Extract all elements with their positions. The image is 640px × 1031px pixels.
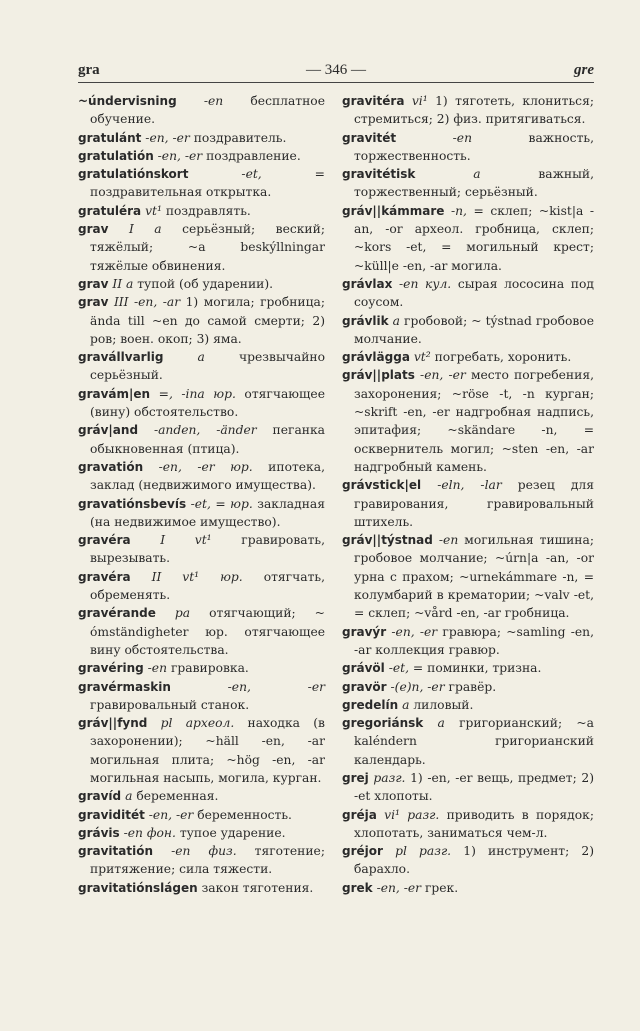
grammar-note: =, -ina юр.: [158, 386, 236, 401]
grammar-note: -en, -er: [227, 679, 325, 694]
definition: лиловый.: [413, 697, 474, 712]
definition: тупое ударение.: [179, 825, 286, 840]
definition: важный, торжественный; серьёзный.: [354, 167, 594, 200]
headword: gravéra: [78, 533, 131, 548]
headword: gravýr: [342, 624, 387, 639]
definition: гравировальный станок.: [90, 697, 250, 712]
grammar-note: a: [437, 716, 445, 731]
grammar-note: a: [125, 789, 133, 804]
grammar-note: -en: [147, 661, 168, 676]
definition: григорианский; ~a kaléndern григорианский календарь.: [354, 716, 594, 767]
dictionary-entry: [78, 220, 325, 275]
dictionary-entry: [342, 678, 594, 696]
grammar-note: II vt¹ юр.: [151, 569, 243, 584]
headword: graviditét: [78, 807, 145, 822]
dictionary-entry: [78, 458, 325, 495]
page-header: [78, 60, 594, 82]
grammar-note: a: [473, 167, 481, 182]
grammar-note: a: [402, 697, 410, 712]
headword: gréjor: [342, 844, 383, 859]
definition: поминки, тризна.: [427, 661, 542, 676]
dictionary-entry: [78, 293, 325, 348]
definition: отягчающее (вину) обстоятельство.: [90, 386, 325, 420]
page-number: — 346 —: [306, 62, 366, 78]
dictionary-entry: [78, 678, 325, 715]
headword: gráv|and: [78, 423, 139, 438]
headword: gráv||fynd: [78, 716, 148, 731]
headword: grav: [78, 295, 109, 310]
dictionary-entry: [342, 275, 594, 312]
headword: grav: [78, 222, 109, 237]
dictionary-entry: [78, 879, 325, 897]
dictionary-entry: [342, 476, 594, 531]
definition: тяготение; притяжение; сила тяжести.: [90, 844, 325, 877]
dictionary-entry: [342, 348, 594, 366]
definition: поздравление.: [206, 148, 301, 163]
grammar-note: I vt¹: [160, 533, 212, 548]
definition: резец для гравирования, гравировальный штихель.: [354, 478, 594, 529]
definition: находка (в захоронении); ~häll -en, -ar могильная плита; ~hög -en, -ar могильная насыпь, могила, курган.: [90, 716, 325, 785]
grammar-note: -en фон.: [123, 825, 176, 840]
headword: gravérmaskin: [78, 679, 171, 694]
dictionary-entry: [78, 787, 325, 805]
dictionary-entry: [78, 275, 325, 293]
dictionary-entry: [78, 129, 325, 147]
headword: gráv||týstnad: [342, 533, 433, 548]
grammar-note: a: [392, 313, 401, 328]
headword: gravitét: [342, 130, 397, 145]
grammar-note: -en, -er: [157, 148, 203, 163]
grammar-note: -et, = юр.: [190, 496, 253, 511]
definition: бесплатное обучение.: [90, 94, 325, 127]
headword: gravállvarlig: [78, 350, 164, 365]
headword: grávlax: [342, 276, 393, 291]
dictionary-entry: [78, 165, 325, 202]
definition: тупой (об ударении).: [137, 276, 274, 291]
dictionary-entry: [78, 348, 325, 385]
grammar-note: vt¹: [145, 203, 162, 218]
dictionary-entry: [342, 714, 594, 769]
headword: gravitétisk: [342, 167, 416, 182]
dictionary-entry: [342, 769, 594, 806]
headword: gráv||plats: [342, 368, 415, 383]
dictionary-entry: [78, 714, 325, 787]
dictionary-entry: [78, 824, 325, 842]
definition: 1) -en, -er вещь, предмет; 2) -et хлопоты.: [354, 770, 594, 804]
definition: беременная.: [136, 789, 219, 804]
dictionary-entry: [78, 421, 325, 458]
dictionary-entry: [78, 659, 325, 677]
grammar-note: -en, -er юр.: [158, 459, 253, 474]
dictionary-entry: [78, 568, 325, 605]
headword: gravatiónsbevís: [78, 496, 187, 511]
headword: grávstick|el: [342, 478, 422, 493]
grammar-note: -en, -er: [148, 807, 194, 822]
dictionary-entry: [342, 92, 594, 129]
headword: gratuléra: [78, 203, 142, 218]
dictionary-entry: [78, 147, 325, 165]
grammar-note: vi¹ разг.: [384, 807, 440, 822]
headword: gráv||kámmare: [342, 203, 445, 218]
grammar-note: a: [197, 350, 205, 365]
grammar-note: I a: [128, 222, 162, 237]
definition: приводить в порядок; хлопотать, заниматься чем-л.: [354, 807, 594, 840]
grammar-note: -en, -er: [391, 624, 438, 639]
definition: гравировать, вырезывать.: [90, 533, 325, 566]
dictionary-entry: [342, 842, 594, 879]
dictionary-entry: [342, 531, 594, 622]
dictionary-entry: [342, 312, 594, 349]
grammar-note: -eln, -lar: [437, 478, 502, 493]
grammar-note: разг.: [373, 770, 406, 785]
definition: 1) тяготеть, клониться; стремиться; 2) физ. притягиваться.: [354, 94, 594, 127]
definition: 1) инструмент; 2) барахло.: [354, 844, 594, 877]
definition: отягчать, обременять.: [90, 569, 325, 603]
right-column: [342, 92, 594, 897]
headword: gratulatión: [78, 148, 154, 163]
dictionary-entry: [342, 879, 594, 897]
dictionary-entry: [342, 129, 594, 166]
headword: gravám|en: [78, 386, 151, 401]
grammar-note: vt²: [413, 350, 431, 365]
definition: важность, торжественность.: [354, 130, 594, 163]
definition: 1) могила; гробница; ända till ~en до самой смерти; 2) ров; воен. окоп; 3) яма.: [90, 295, 325, 346]
header-rule: [78, 82, 594, 83]
grammar-note: -en, -er: [420, 368, 466, 383]
headword: gravör: [342, 679, 387, 694]
dictionary-entry: [78, 202, 325, 220]
grammar-note: -en кул.: [399, 276, 452, 291]
headword: gravitéra: [342, 94, 405, 108]
definition: погребать, хоронить.: [434, 350, 572, 365]
grammar-note: III -en, -ar: [113, 295, 181, 310]
left-column: [78, 92, 325, 897]
headword: gravéra: [78, 569, 131, 584]
definition: склеп; ~kist|a -an, -or археол. гробница, склеп; ~kors -et, = могильный крест; ~küll|e -en, -ar могила.: [354, 203, 594, 273]
definition: сырая лососина под соусом.: [354, 276, 594, 310]
definition: могильная тишина; гробовое молчание; ~úrn|a -an, -or урна с прахом; ~urnekámmare -n, = колумбарий в крематории; ~valv -et, = склеп; ~vård -en, -ar гробница.: [354, 533, 594, 621]
definition: гробовой; ~ týstnad гробовое молчание.: [354, 313, 594, 346]
grammar-note: pa: [174, 606, 191, 621]
headword: gregoriánsk: [342, 716, 424, 731]
headword: gravitatión: [78, 844, 154, 859]
definition: беременность.: [197, 807, 292, 822]
dictionary-entry: [342, 696, 594, 714]
headword: grávlik: [342, 313, 389, 328]
dictionary-entry: [342, 366, 594, 476]
definition: поздравлять.: [165, 203, 251, 218]
grammar-note: -en: [452, 130, 473, 145]
dictionary-entry: [342, 806, 594, 843]
definition: поздравительная открытка.: [90, 185, 272, 200]
grammar-note: -n, =: [450, 203, 484, 218]
dictionary-entry: [342, 202, 594, 275]
right-guide-word: gre: [574, 62, 594, 78]
left-guide-word: gra: [78, 62, 100, 78]
definition: чрезвычайно серьёзный.: [90, 350, 325, 383]
dictionary-entry: [78, 385, 325, 422]
headword: grávlägga: [342, 350, 410, 365]
definition: закон тяготения.: [201, 880, 314, 895]
dictionary-entry: [78, 842, 325, 879]
headword: gratulatiónskort: [78, 167, 189, 182]
headword: gréja: [342, 807, 377, 822]
dictionary-entry: [78, 806, 325, 824]
grammar-note: -en, -er: [376, 880, 422, 895]
definition: ипотека, заклад (недвижимого имущества).: [90, 459, 325, 493]
dictionary-entry: [78, 92, 325, 129]
grammar-note: -en: [438, 533, 459, 548]
headword: gravíd: [78, 789, 122, 804]
grammar-note: vi¹: [411, 94, 428, 108]
headword: grav: [78, 276, 109, 291]
dictionary-entry: [78, 604, 325, 659]
headword: grávis: [78, 825, 120, 840]
definition: грек.: [424, 880, 459, 895]
headword: gratulánt: [78, 130, 142, 145]
definition: гравюра; ~samling -en, -ar коллекция гравюр.: [354, 624, 594, 657]
definition: гравировка.: [170, 661, 249, 676]
grammar-note: -anden, -änder: [153, 423, 257, 438]
grammar-note: -et, =: [241, 167, 325, 182]
grammar-note: pl археол.: [160, 716, 235, 731]
dictionary-entry: [78, 495, 325, 532]
definition: закладная (на недвижимое имущество).: [90, 496, 325, 529]
headword: gravéring: [78, 661, 144, 676]
headword: gravatión: [78, 459, 144, 474]
grammar-note: -(e)n, -er: [390, 679, 445, 694]
grammar-note: pl разг.: [395, 844, 452, 859]
grammar-note: -en, -er: [145, 130, 190, 145]
dictionary-entry: [78, 531, 325, 568]
definition: серьёзный; веский; тяжёлый; ~a beskýllningar тяжёлые обвинения.: [90, 222, 325, 273]
definition: отягчающий; ~ ómständigheter юр. отягчающее вину обстоятельства.: [90, 606, 325, 657]
headword: grej: [342, 770, 369, 785]
grammar-note: II a: [112, 276, 134, 291]
headword: ~úndervisning: [78, 94, 177, 108]
dictionary-entry: [342, 659, 594, 677]
definition: гравёр.: [448, 679, 497, 694]
definition: место погребения, захоронения; ~röse -t, -n курган; ~skrift -en, -er надгробная надпись, эпитафия; ~skändare -n, = осквернитель могил; ~sten -en, -ar надгробный камень.: [354, 368, 594, 474]
dictionary-entry: [342, 623, 594, 660]
definition: поздравитель.: [193, 130, 287, 145]
grammar-note: -en физ.: [171, 844, 237, 859]
definition: пеганка обыкновенная (птица).: [90, 423, 325, 456]
headword: gravitatiónslágen: [78, 880, 198, 895]
headword: grávöl: [342, 661, 385, 676]
grammar-note: -et, =: [388, 661, 424, 676]
headword: grek: [342, 880, 373, 895]
dictionary-entry: [342, 165, 594, 202]
headword: gravérande: [78, 606, 156, 621]
headword: gredelín: [342, 697, 399, 712]
grammar-note: -en: [203, 94, 224, 108]
